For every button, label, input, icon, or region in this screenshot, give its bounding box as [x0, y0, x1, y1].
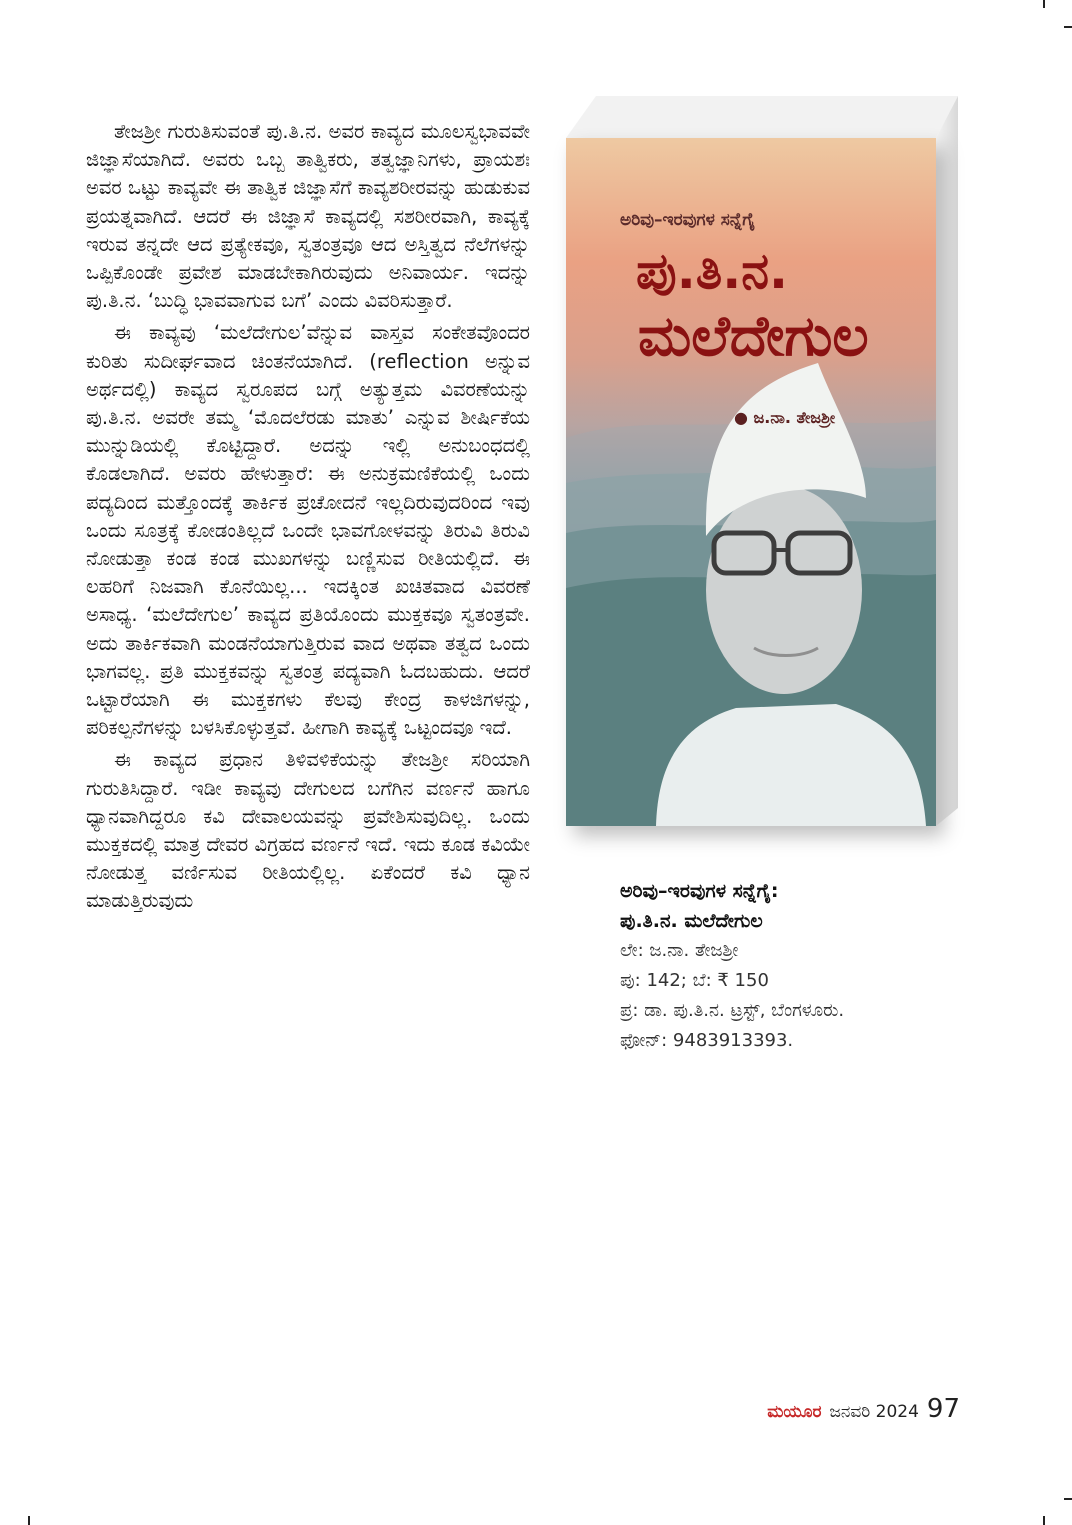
caption-title: ಪು.ತಿ.ನ. ಮಲೆದೇಗುಲ	[620, 910, 763, 932]
book-spine	[936, 96, 958, 826]
caption-publisher: ಪ್ರ: ಡಾ. ಪು.ತಿ.ನ. ಟ್ರಸ್ಟ್, ಬೆಂಗಳೂರು.	[620, 1000, 845, 1021]
crop-mark	[1064, 1498, 1072, 1500]
book-top-edge	[566, 96, 958, 138]
article-column	[86, 118, 530, 920]
magazine-name: ಮಯೂರ	[767, 1402, 822, 1422]
crop-mark	[1043, 0, 1045, 8]
crop-mark	[1064, 26, 1072, 28]
caption-pages-price: ಪು: 142; ಬೆ: ₹ 150	[620, 970, 769, 991]
caption-phone: ಫೋನ್: 9483913393.	[620, 1030, 794, 1051]
book-cover	[566, 138, 936, 826]
article-paragraph: ಈ ಕಾವ್ಯವು ‘ಮಲೆದೇಗುಲ’ವೆನ್ನುವ ವಾಸ್ತವ ಸಂಕೇತವೊಂದರ ಕುರಿತು ಸುದೀರ್ಘವಾದ ಚಿಂತನೆಯಾಗಿದೆ. (reflection ಅನ್ನುವ ಅರ್ಥದಲ್ಲಿ) ಕಾವ್ಯದ ಸ್ವರೂಪದ ಬಗ್ಗೆ ಅತ್ಯುತ್ತಮ ವಿವರಣೆಯನ್ನು ಪು.ತಿ.ನ. ಅವರೇ ತಮ್ಮ ‘ಮೊದಲೆರಡು ಮಾತು’ ಎನ್ನುವ ಶೀರ್ಷಿಕೆಯ ಮುನ್ನುಡಿಯಲ್ಲಿ ಕೊಟ್ಟಿದ್ದಾರೆ. ಅದನ್ನು ಇಲ್ಲಿ ಅನುಬಂಧದಲ್ಲಿ ಕೊಡಲಾಗಿದೆ. ಅವರು ಹೇಳುತ್ತಾರೆ: ಈ ಅನುಕ್ರಮಣಿಕೆಯಲ್ಲಿ ಒಂದು ಪದ್ಯದಿಂದ ಮತ್ತೊಂದಕ್ಕೆ ತಾರ್ಕಿಕ ಪ್ರಚೋದನೆ ಇಲ್ಲದಿರುವುದರಿಂದ ಇವು ಒಂದು ಸೂತ್ರಕ್ಕೆ ಕೋಡಂತಿಲ್ಲದೆ ಒಂದೇ ಭಾವಗೋಳವನ್ನು ತಿರುವಿ ತಿರುವಿ ನೋಡುತ್ತಾ ಕಂಡ ಕಂಡ ಮುಖಗಳನ್ನು ಬಣ್ಣಿಸುವ ರೀತಿಯಲ್ಲಿದೆ. ಈ ಲಹರಿಗೆ ನಿಜವಾಗಿ ಕೊನೆಯಿಲ್ಲ... ಇದಕ್ಕಿಂತ ಖಚಿತವಾದ ವಿವರಣೆ ಅಸಾಧ್ಯ. ‘ಮಲೆದೇಗುಲ’ ಕಾವ್ಯದ ಪ್ರತಿಯೊಂದು ಮುಕ್ತಕವೂ ಸ್ವತಂತ್ರವೇ. ಅದು ತಾರ್ಕಿಕವಾಗಿ ಮಂಡನೆಯಾಗುತ್ತಿರುವ ವಾದ ಅಥವಾ ತತ್ವದ ಒಂದು ಭಾಗವಲ್ಲ. ಪ್ರತಿ ಮುಕ್ತಕವನ್ನು ಸ್ವತಂತ್ರ ಪದ್ಯವಾಗಿ ಓದಬಹುದು. ಆದರೆ ಒಟ್ಟಾರೆಯಾಗಿ ಈ ಮುಕ್ತಕಗಳು ಕೆಲವು ಕೇಂದ್ರ ಕಾಳಜಿಗಳನ್ನು, ಪರಿಕಲ್ಪನೆಗಳನ್ನು ಬಳಸಿಕೊಳ್ಳುತ್ತವೆ. ಹೀಗಾಗಿ ಕಾವ್ಯಕ್ಕೆ ಒಟ್ಟಂದವೂ ಇದೆ.	[86, 321, 530, 740]
crop-mark	[1043, 1516, 1045, 1525]
cover-series-text: ಅರಿವು–ಇರವುಗಳ ಸನ್ನೆಗೈ	[620, 210, 755, 230]
cover-author: ● ಜ.ನಾ. ತೇಜಶ್ರೀ	[734, 408, 836, 427]
article-paragraph: ಈ ಕಾವ್ಯದ ಪ್ರಧಾನ ತಿಳಿವಳಿಕೆಯನ್ನು ತೇಜಶ್ರೀ ಸರಿಯಾಗಿ ಗುರುತಿಸಿದ್ದಾರೆ. ಇಡೀ ಕಾವ್ಯವು ದೇಗುಲದ ಬಗೆಗಿನ ವರ್ಣನೆ ಹಾಗೂ ಧ್ಯಾನವಾಗಿದ್ದರೂ ಕವಿ ದೇವಾಲಯವನ್ನು ಪ್ರವೇಶಿಸುವುದಿಲ್ಲ. ಒಂದು ಮುಕ್ತಕದಲ್ಲಿ ಮಾತ್ರ ದೇವರ ವಿಗ್ರಹದ ವರ್ಣನೆ ಇದೆ. ಇದು ಕೂಡ ಕವಿಯೇ ನೋಡುತ್ತ ವರ್ಣಿಸುವ ರೀತಿಯಲ್ಲಿಲ್ಲ. ಏಕೆಂದರೆ ಕವಿ ಧ್ಯಾನ ಮಾಡುತ್ತಿರುವುದು	[86, 748, 530, 913]
issue-date: ಜನವರಿ 2024	[829, 1402, 919, 1422]
page-number: 97	[926, 1394, 960, 1424]
cover-title-line2: ಮಲೆದೇಗುಲ	[638, 304, 869, 369]
page-footer	[767, 1394, 960, 1424]
cover-title-line1: ಪು.ತಿ.ನ.	[636, 242, 788, 300]
book-caption	[620, 876, 1020, 1056]
face-shape	[706, 486, 862, 694]
article-paragraph: ತೇಜಶ್ರೀ ಗುರುತಿಸುವಂತೆ ಪು.ತಿ.ನ. ಅವರ ಕಾವ್ಯದ ಮೂಲಸ್ವಭಾವವೇ ಜಿಜ್ಞಾಸೆಯಾಗಿದೆ. ಅವರು ಒಬ್ಬ ತಾತ್ವಿಕರು, ತತ್ವಜ್ಞಾನಿಗಳು, ಪ್ರಾಯಶಃ ಅವರ ಒಟ್ಟು ಕಾವ್ಯವೇ ಈ ತಾತ್ವಿಕ ಜಿಜ್ಞಾಸೆಗೆ ಕಾವ್ಯಶರೀರವನ್ನು ಹುಡುಕುವ ಪ್ರಯತ್ನವಾಗಿದೆ. ಆದರೆ ಈ ಜಿಜ್ಞಾಸೆ ಕಾವ್ಯದಲ್ಲಿ ಸಶರೀರವಾಗಿ, ಕಾವ್ಯಕ್ಕೆ ಇರುವ ತನ್ನದೇ ಆದ ಪ್ರತ್ಯೇಕವೂ, ಸ್ವತಂತ್ರವೂ ಆದ ಅಸ್ತಿತ್ವದ ನೆಲೆಗಳನ್ನು ಒಪ್ಪಿಕೊಂಡೇ ಪ್ರವೇಶ ಮಾಡಬೇಕಾಗಿರುವುದು ಅನಿವಾರ್ಯ. ಇದನ್ನು ಪು.ತಿ.ನ. ‘ಬುದ್ಧಿ ಭಾವವಾಗುವ ಬಗೆ’ ಎಂದು ವಿವರಿಸುತ್ತಾರೆ.	[86, 120, 530, 313]
caption-series: ಅರಿವು–ಇರವುಗಳ ಸನ್ನೆಗೈ:	[620, 880, 779, 902]
caption-author: ಲೇ: ಜ.ನಾ. ತೇಜಶ್ರೀ	[620, 940, 739, 961]
crop-mark	[28, 1516, 30, 1525]
book-cover-image	[566, 96, 958, 836]
